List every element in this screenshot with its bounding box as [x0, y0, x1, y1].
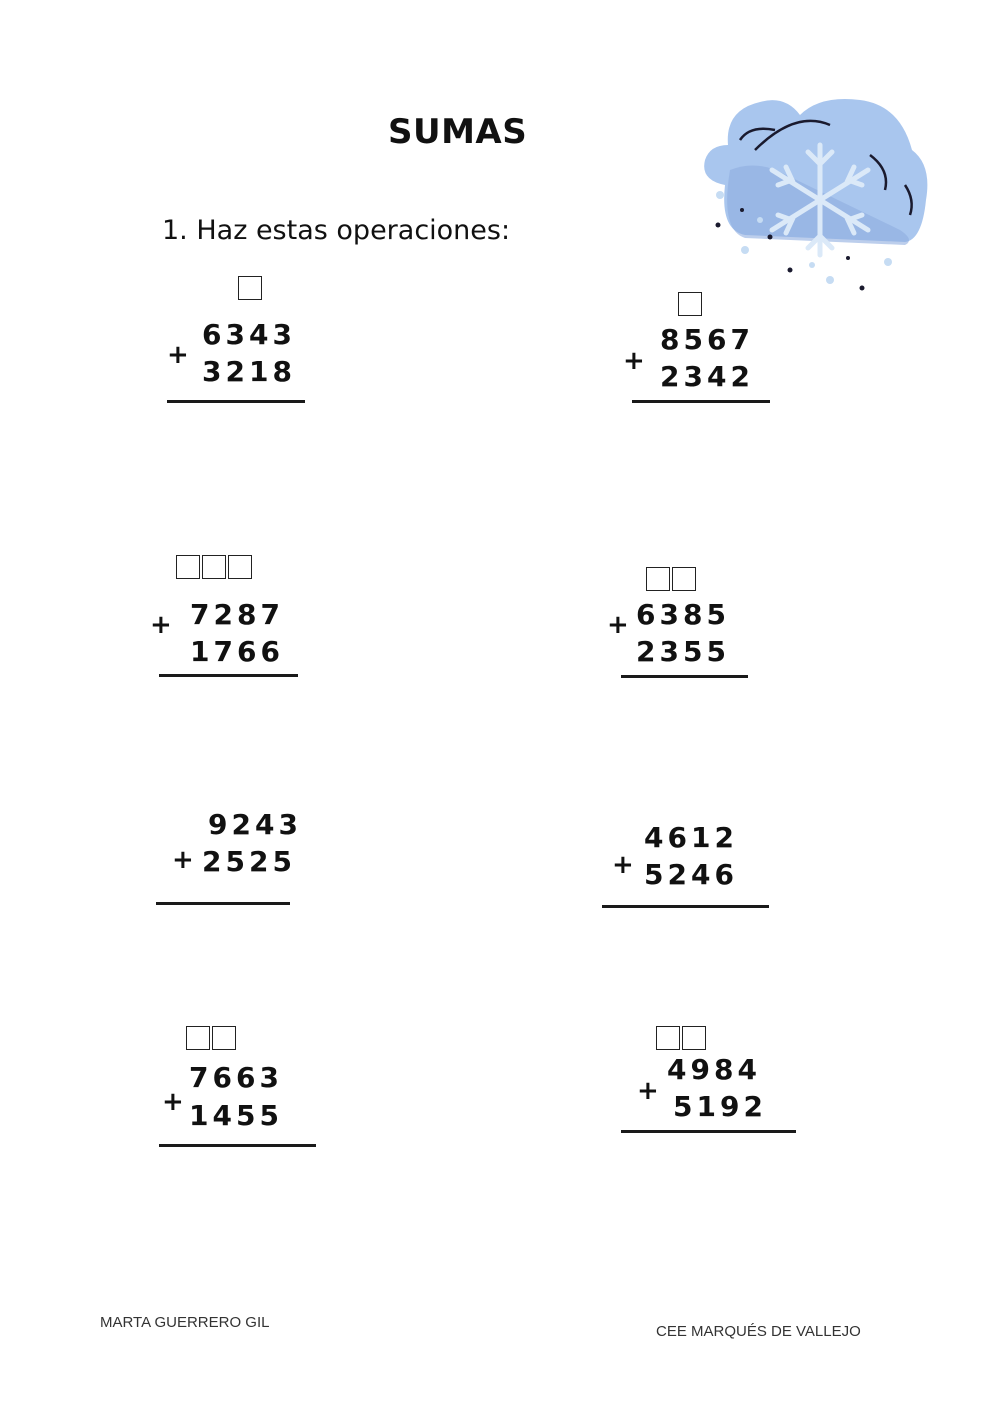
carry-box[interactable] [212, 1026, 236, 1050]
addend-bottom: 1455 [189, 1099, 283, 1132]
snow-cloud-icon [700, 90, 935, 300]
addend-bottom: 2355 [636, 635, 730, 668]
plus-sign: + [623, 346, 645, 376]
addend-top: 8567 [660, 323, 754, 356]
author-name: MARTA GUERRERO GIL [100, 1314, 270, 1331]
plus-sign: + [172, 845, 194, 875]
plus-sign: + [612, 850, 634, 880]
addend-bottom: 5246 [644, 858, 738, 891]
sum-line [159, 674, 298, 677]
plus-sign: + [150, 610, 172, 640]
sum-line [167, 400, 305, 403]
addend-top: 7663 [189, 1061, 283, 1094]
plus-sign: + [167, 340, 189, 370]
instruction-text: 1. Haz estas operaciones: [162, 215, 511, 246]
addend-top: 6343 [202, 318, 296, 351]
carry-box[interactable] [176, 555, 200, 579]
addend-top: 9243 [208, 808, 302, 841]
carry-box[interactable] [228, 555, 252, 579]
addend-top: 4984 [667, 1053, 761, 1086]
sum-line [632, 400, 770, 403]
carry-box[interactable] [678, 292, 702, 316]
school-name: CEE MARQUÉS DE VALLEJO [656, 1323, 861, 1340]
addend-bottom: 1766 [190, 635, 284, 668]
sum-line [156, 902, 290, 905]
addend-bottom: 3218 [202, 355, 296, 388]
plus-sign: + [607, 610, 629, 640]
carry-boxes[interactable] [646, 567, 698, 591]
carry-boxes[interactable] [238, 276, 264, 300]
sum-line [621, 1130, 796, 1133]
plus-sign: + [637, 1076, 659, 1106]
carry-box[interactable] [672, 567, 696, 591]
addend-bottom: 2525 [202, 845, 296, 878]
plus-sign: + [162, 1087, 184, 1117]
carry-boxes[interactable] [186, 1026, 238, 1050]
addend-bottom: 2342 [660, 360, 754, 393]
carry-box[interactable] [238, 276, 262, 300]
carry-boxes[interactable] [176, 555, 254, 579]
sum-line [159, 1144, 316, 1147]
addend-bottom: 5192 [673, 1090, 767, 1123]
carry-box[interactable] [656, 1026, 680, 1050]
carry-box[interactable] [646, 567, 670, 591]
sum-line [602, 905, 769, 908]
addend-top: 6385 [636, 598, 730, 631]
carry-box[interactable] [202, 555, 226, 579]
carry-box[interactable] [186, 1026, 210, 1050]
carry-boxes[interactable] [656, 1026, 708, 1050]
addend-top: 4612 [644, 821, 738, 854]
page-title: SUMAS [388, 112, 528, 152]
addend-top: 7287 [190, 598, 284, 631]
carry-boxes[interactable] [678, 292, 704, 316]
carry-box[interactable] [682, 1026, 706, 1050]
sum-line [621, 675, 748, 678]
